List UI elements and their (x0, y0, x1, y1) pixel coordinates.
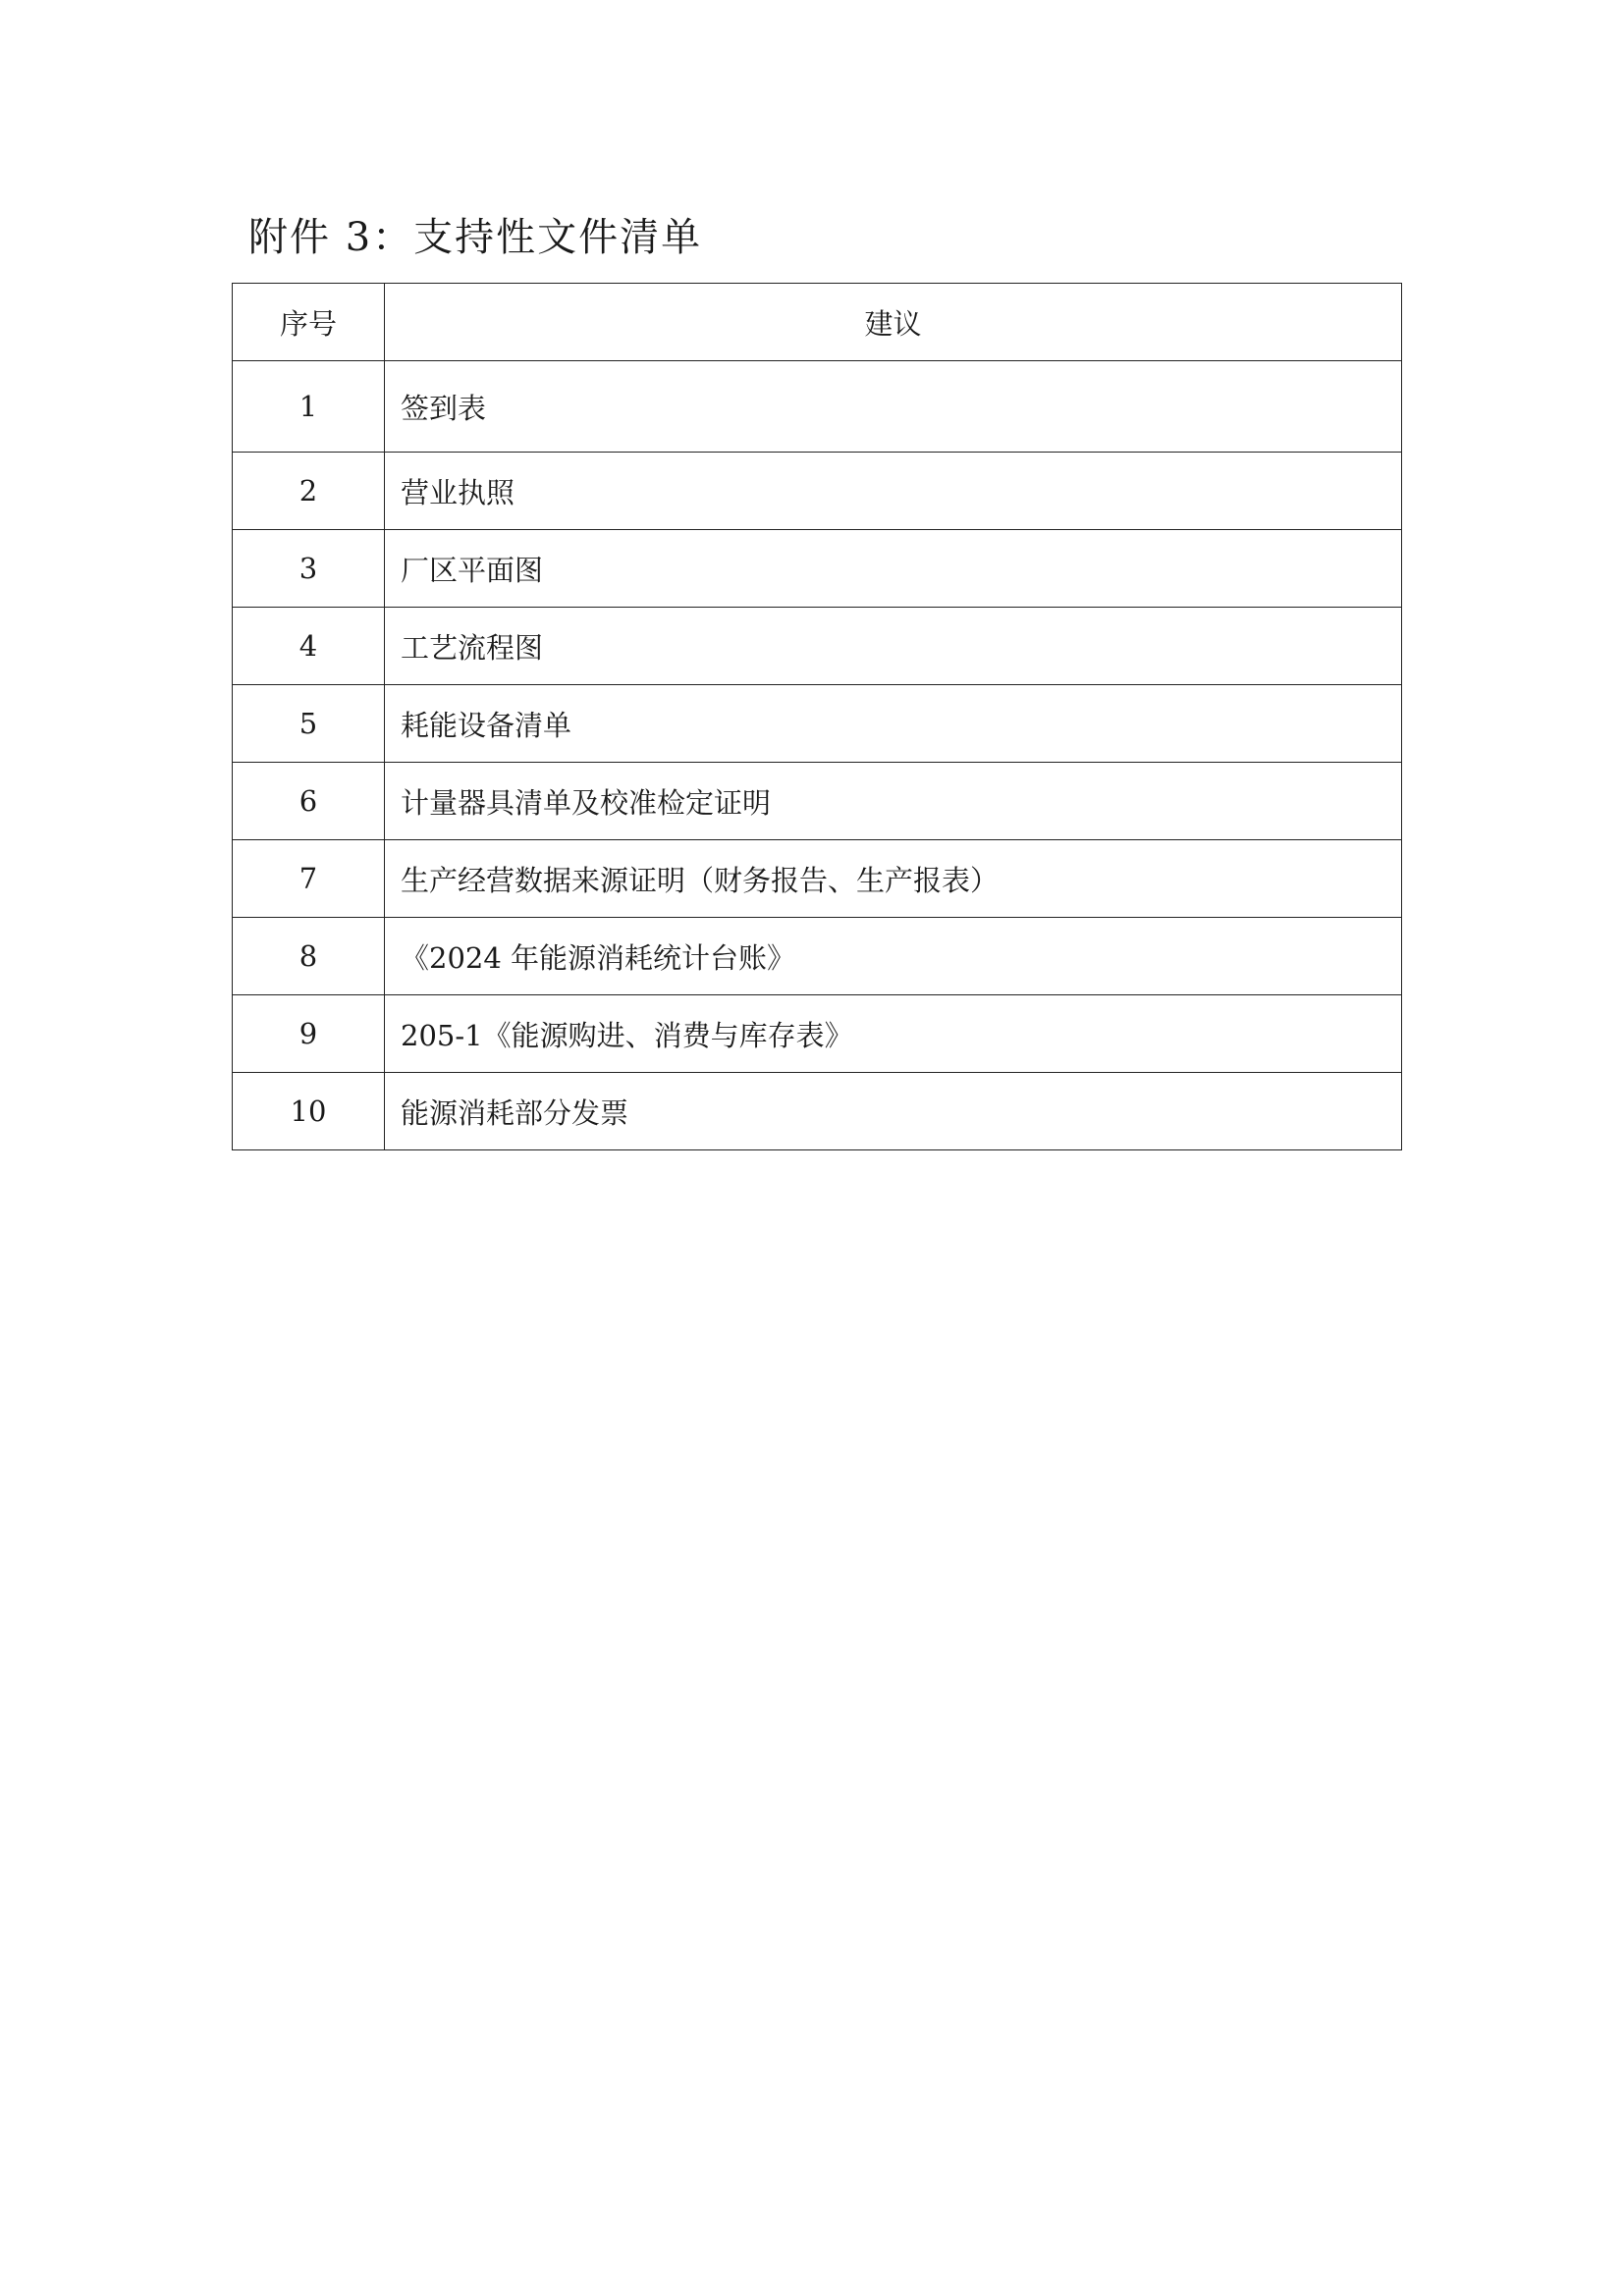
table-row (233, 763, 1402, 840)
table-row (233, 1073, 1402, 1150)
row-item: 耗能设备清单 (385, 685, 1402, 763)
table-row (233, 361, 1402, 453)
row-number: 9 (233, 995, 385, 1073)
row-number: 1 (233, 361, 385, 453)
table-row (233, 995, 1402, 1073)
page-title: 附件 3：支持性文件清单 (248, 215, 703, 260)
row-item: 205-1《能源购进、消费与库存表》 (385, 995, 1402, 1073)
row-item: 生产经营数据来源证明（财务报告、生产报表） (385, 840, 1402, 918)
table-row (233, 530, 1402, 608)
table-row (233, 918, 1402, 995)
row-item: 厂区平面图 (385, 530, 1402, 608)
row-item: 《2024 年能源消耗统计台账》 (385, 918, 1402, 995)
row-item: 工艺流程图 (385, 608, 1402, 685)
table-header-row (233, 284, 1402, 361)
table-row (233, 840, 1402, 918)
table-row (233, 685, 1402, 763)
table-row (233, 453, 1402, 530)
column-header-number: 序号 (233, 284, 385, 361)
row-number: 8 (233, 918, 385, 995)
table-row (233, 608, 1402, 685)
row-item: 能源消耗部分发票 (385, 1073, 1402, 1150)
row-number: 3 (233, 530, 385, 608)
row-number: 7 (233, 840, 385, 918)
row-number: 6 (233, 763, 385, 840)
row-number: 2 (233, 453, 385, 530)
row-number: 4 (233, 608, 385, 685)
row-item: 签到表 (385, 361, 1402, 453)
row-item: 营业执照 (385, 453, 1402, 530)
row-number: 10 (233, 1073, 385, 1150)
supporting-documents-table (232, 283, 1402, 1150)
row-item: 计量器具清单及校准检定证明 (385, 763, 1402, 840)
column-header-item: 建议 (385, 284, 1402, 361)
row-number: 5 (233, 685, 385, 763)
